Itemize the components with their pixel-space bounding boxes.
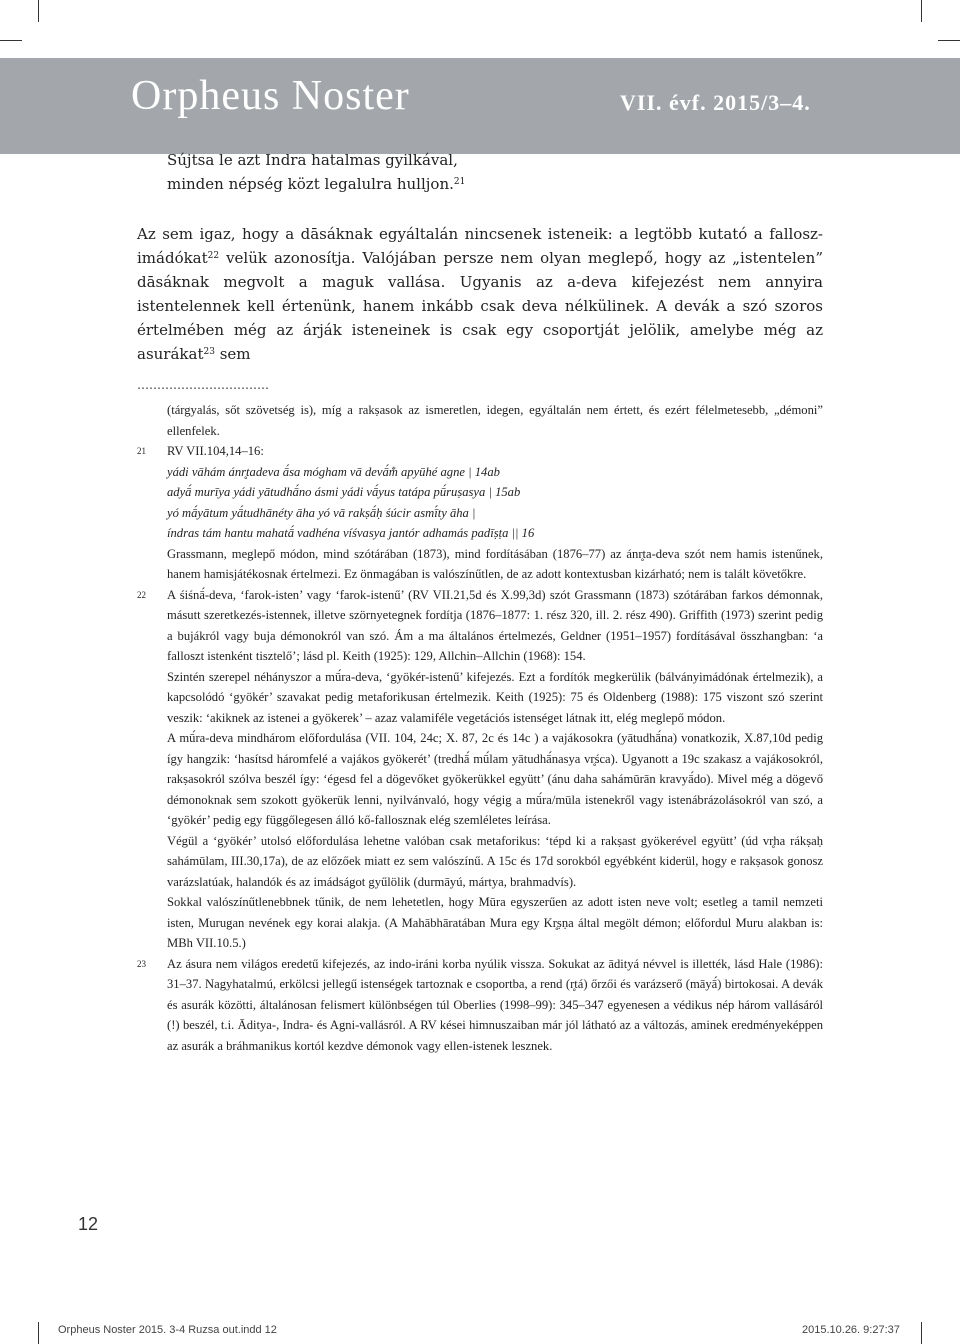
footnote-number: 22 [137, 589, 146, 600]
footnote-text: yó mā́yātum yā́tudhānéty āha yó vā rakṣā́ḥ śúcir asmī́ty āha | [167, 505, 476, 520]
crop-mark [921, 0, 922, 22]
footnote-text: Végül a ‘gyökér’ utolsó előfordulása lehetne valóban csak metaforikus: ‘tépd ki a rakṣast gyökerével együtt’ (úd vr̥ha rákṣaḥ sahámūlam, III.30,17a), de az előzőek miatt ez sem valószínű. A 15c és 17d sorokból egyébként kiderül, hogy e rakṣasok gonosz varázslatúak, halandók és az imádságot gyűlölik (durmāyú, mártya, brahmadvís). [167, 833, 823, 889]
footnotes [137, 400, 823, 1056]
crop-mark [938, 40, 960, 41]
crop-mark [38, 0, 39, 22]
footnote-paragraph [137, 728, 823, 831]
footnote-paragraph [137, 544, 823, 585]
footnote-paragraph [137, 892, 823, 954]
slug-timestamp: 2015.10.26. 9:27:37 [802, 1324, 900, 1336]
footnote-paragraph [137, 585, 823, 667]
footnote-separator: …………………………… [137, 378, 269, 392]
slug-filename: Orpheus Noster 2015. 3-4 Ruzsa out.indd 12 [58, 1324, 277, 1336]
footnote-text: (tárgyalás, sőt szövetség is), míg a rakṣasok az ismeretlen, idegen, egyáltalán nem értett, és ezért félelmetesebb, „démoni” ellenfelek. [167, 403, 823, 438]
footnote-number: 21 [137, 446, 146, 456]
crop-mark [38, 1322, 39, 1344]
verse-block [137, 148, 853, 196]
footnote-paragraph [137, 954, 823, 1057]
footnote-text: A śiśnā́-deva, ‘farok-isten’ vagy ‘farok-istenű’ (RV VII.21,5d és X.99,3d) szót Grassmann (1873) szótárában farkos démonnak, másutt szeretkezés-istennek, illetve szörnyetegnek fordítja (1876–1877: 1. rész 320, ill. 2. rész 490). Griffith (1973) szerint pedig a bujákról vagy buja démonokról van szó. Ám a ma általános értelmezés, Geldner (1951–1957) fordításával összhangban: ‘a falloszt istenként tisztelő’; lásd pl. Keith (1925): 129, Allchin–Allchin (1968): 154. [167, 587, 823, 663]
journal-title: Orpheus Noster [131, 73, 410, 119]
verse-line: Sújtsa le azt Indra hatalmas gyilkával, [167, 151, 458, 169]
footnote-paragraph [137, 831, 823, 893]
footnote-paragraph [137, 441, 823, 462]
crop-mark [0, 40, 22, 41]
footnote-number: 23 [137, 958, 146, 969]
footnote-paragraph [137, 503, 823, 524]
footnote-paragraph [137, 482, 823, 503]
footnote-paragraph [137, 462, 823, 483]
footnote-paragraph [137, 667, 823, 729]
footnote-text: Szintén szerepel néhányszor a mū́ra-deva, ‘gyökér-istenű’ kifejezés. Ezt a fordítók megkerülik (bálványimádónak értelmezik), a kapcsolódó ‘gyökér’ szavakat pedig metaforikusan értelmezik. Keith (1925): 75 és Oldenberg (1988): 175 viszont szó szerint veszik: ‘akiknek az istenei a gyökerek’ – azaz valamiféle vegetációs istenséget látnak itt, elég meglepő módon. [167, 669, 823, 725]
footnote-text: Az ásura nem világos eredetű kifejezés, az indo-iráni korba nyúlik vissza. Sokukat az ādityá névvel is illették, lásd Hale (1986): 31–37. Nagyhatalmú, erkölcsi jellegű istenségek tartoznak e csoportba, a rend (r̥tá) őrzői és varázserő (māyā́) birtokosai. A devák és asurák közötti, általánosan felismert különbségen túl Oberlies (1998–99): 345–347 egyenesen a védikus nép három vallásáról (!) beszél, t.i. Āditya-, Indra- és Agni-vallásról. A RV kései himnuszaiban már jól látható az a változás, aminek eredményeképpen az asurák a bráhmanikus kortól kezdve démonok vagy ellen-istenek lesznek. [167, 956, 823, 1053]
footnote-text: índras tám hantu mahatā́ vadhéna víśvasya jantór adhamás padīṣṭa || 16 [167, 526, 535, 540]
verse-line: minden népség közt legalulra hulljon.$^{21}$ [167, 175, 466, 193]
footnote-text: yádi vāhám ánr̥tadeva ā́sa mógham vā devā́m̐ apyūhé agne | 14ab [167, 464, 500, 479]
footnote-text: A mū́ra-deva mindhárom előfordulása (VII. 104, 24c; X. 87, 2c és 14c ) a vajákosokra (yātudhā́na) vonatkozik, X.87,10d pedig így hangzik: ‘hasítsd háromfelé a vajákos gyökerét’ (tredhā́ mū́lam yātudhā́nasya vr̥śca). Ugyanott a 19c szakasz a vajákosokról, rakṣasokról szólva beszél így: ‘égesd fel a dögevőket gyökerükkel együtt’ (ánu daha sahámūrān kravyā́do). Mivel még a dögevő démonoknak sem szokott gyökerük lenni, nyilvánvaló, hogy végig a mū́ra/mūla istenekről vagy istenábrázolásokról van szó, a ‘gyökér’ pedig egy függőlegesen álló kő-fallosznak elég szemléletes leírása. [167, 731, 823, 827]
crop-mark [921, 1322, 922, 1344]
page-number: 12 [78, 1214, 99, 1234]
footnote-text: Sokkal valószínűtlenebbnek tűnik, de nem lehetetlen, hogy Mūra egyszerűen az adott isten neve volt; esetleg a tamil nemzeti isten, Murugan nevének egy korai alakja. (A Mahābhāratában Mura egy Kr̥ṣṇa által megölt démon; előfordul Muru alakban is: MBh VII.10.5.) [167, 895, 823, 950]
footnote-text: adyā́ murīya yádi yātudhā́no ásmi yádi vā́yus tatápa pū́ruṣasya | 15ab [167, 485, 521, 499]
body-paragraph: Az sem igaz, hogy a dāsáknak egyáltalán nincsenek isteneik: a legtöbb kutató a fallosz-imádókat$^{22}$ velük azonosítja. Valójában persze nem olyan meglepő, hogy az „istentelen” dāsáknak megvolt a maguk vallása. Ugyanis az a-deva kifejezést nem annyira istentelennek kell értenünk, hanem inkább csak deva nélkülinek. A devák a szó szoros értelmében még az árják isteneinek is csak egy csoportját jelölik, amelybe még az asurákat$^{23}$ sem [137, 225, 823, 363]
footnote-text: RV VII.104,14–16: [167, 444, 264, 458]
footnote-paragraph [137, 400, 823, 441]
issue-label: VII. évf. 2015/3–4. [620, 90, 811, 115]
footnote-ref: 22 [207, 251, 220, 261]
footnote-text: Grassmann, meglepő módon, mind szótárában (1873), mind fordításában (1876–77) az ánr̥ta-deva szót nem hamis istenűnek, hanem hamisjátékosnak értelmezi. Ez önmagában is valószínűtlen, de az adott kontextusban kizárható; nem is talált követőkre. [167, 546, 823, 581]
footnote-ref: 23 [203, 347, 215, 357]
footnote-paragraph [137, 523, 823, 544]
footnote-ref: 21 [453, 177, 466, 187]
